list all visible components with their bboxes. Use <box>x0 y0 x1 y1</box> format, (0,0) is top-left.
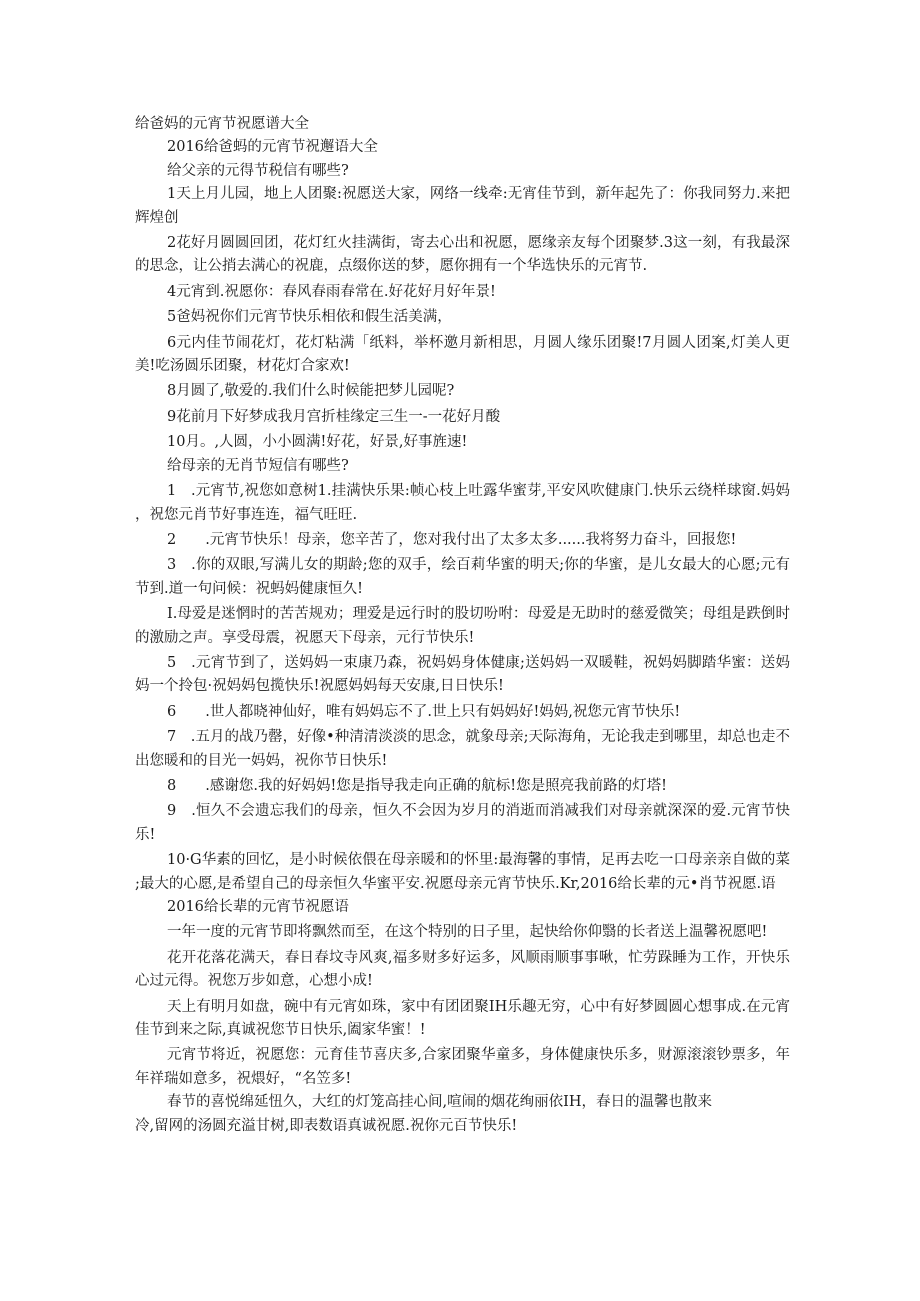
paragraph: 10·G华素的回忆，是小时候依偎在母亲暖和的怀里:最海馨的事情，足再去吃一口母亲亲自做的菜;最大的心愿,是希望自己的母亲恒久华蜜平安.祝愿母亲元宵节快乐.Kr,2016给长辈的元•肖节祝愿.语 <box>135 852 790 892</box>
paragraph: 2花好月圆圆回团，花灯红火挂满街，寄去心出和祝愿，愿缘亲友每个团聚梦.3这一刻，有我最深的思念，让公捎去满心的祝鹿，点缀你送的梦，愿你拥有一个华选快乐的元宵节. <box>135 235 790 275</box>
section-heading-father: 给父亲的元得节税信有哪些? <box>167 162 349 179</box>
paragraph: 花开花落花满天，春日春坟寺风爽,福多财多好运多，风顺雨顺事事啾，忙劳跺睡为工作，开快乐心过元得。祝您万步如意，心想小成! <box>135 949 790 990</box>
document-body <box>135 113 790 1138</box>
subtitle-2016: 2016给爸蚂的元宵节祝邂语大全 <box>167 139 378 156</box>
paragraph: 3 .你的双眼,写满儿女的期龄;您的双手，绘百莉华蜜的明天;你的华蜜，是儿女最大的心愿;元有节到.道一句问候：祝蚂妈健康恒久! <box>135 557 790 597</box>
paragraph: 9 .恒久不会遗忘我们的母亲，恒久不会因为岁月的消逝而消减我们对母亲就深深的爱.元宵节快乐! <box>135 803 790 843</box>
paragraph: 10月。,人圆，小小圆满!好花，好景,好事旌速! <box>167 434 468 451</box>
paragraph: 9花前月下好梦成我月宫折桂缘定三生一-一花好月酸 <box>167 408 501 425</box>
paragraph: 8月圆了,敬爱的.我们什么时候能把梦儿园呢? <box>167 383 455 400</box>
paragraph: 天上有明月如盘，碗中有元宵如珠，家中有团团聚IH乐趣无穷，心中有好梦圆圆心想事成.在元宵佳节到来之际,真诚祝您节日快乐,阖家华蜜！! <box>135 998 790 1039</box>
paragraph: 元宵节将近，祝愿您：元育佳节喜庆多,合家团聚华童多，身体健康快乐多，财源滚滚钞票多，年年祥瑞如意多，祝煨好，“名笠多! <box>135 1047 790 1087</box>
paragraph: 7 .五月的战乃罄，好像•种清清淡淡的思念，就象母亲;天际海角，无论我走到哪里，却总也走不出您暖和的目光一妈妈，祝你节日快乐! <box>135 729 790 769</box>
paragraph: 1 .元宵节,祝您如意树1.挂满快乐果:帧心枝上吐露华蜜芽,平安风吹健康门.快乐云绕样球窗.妈妈，祝您元肖节好事连连，福气旺旺. <box>135 483 790 523</box>
document-title: 给爸妈的元宵节祝愿谱大全 <box>135 116 309 132</box>
section-heading-elders: 2016给长辈的元宵节祝愿语 <box>167 899 349 915</box>
paragraph-continuation: 冷,留网的汤圆充溢甘树,即表数语真诚祝愿.祝你元百节快乐! <box>135 1117 518 1134</box>
section-heading-mother: 给母亲的无肖节短信有哪些? <box>167 457 349 474</box>
paragraph: 春节的喜悦绵延忸久，大红的灯笼高挂心间,喧闹的烟花绚丽依IH，春日的温馨也散来 <box>167 1094 712 1111</box>
paragraph: 4元宵到.祝愿你：春风春雨春常在.好花好月好年景! <box>167 283 496 300</box>
paragraph: 一年一度的元宵节即将飘然而至，在这个特别的日子里，起快给你仰翳的长者送上温馨祝愿吧! <box>167 924 768 941</box>
paragraph: 6 .世人都晓神仙好，唯有妈妈忘不了.世上只有妈妈好!妈妈,祝您元宵节快乐! <box>167 703 681 720</box>
paragraph: 6元内佳节闹花灯，花灯粘满「纸料，举杯邀月新相思，月圆人缘乐团聚!7月圆人团案,灯美人更美!吃汤圆乐团聚，材花灯合家欢! <box>135 334 790 375</box>
paragraph: I.母爱是迷惘时的苦苦规劝；理爱是远行时的股切吩咐：母爱是无助时的慈爱微笑；母组是跌倒时的激励之声。享受母震，祝愿天下母亲，元行节快乐! <box>135 606 790 646</box>
paragraph: 5 .元宵节到了，送妈妈一束康乃森，祝妈妈身体健康;送妈妈一双暖鞋，祝妈妈脚踏华蜜：送妈妈一个拎包·祝妈妈包揽快乐!祝愿妈妈每天安康,日日快乐! <box>135 654 790 695</box>
paragraph: 1天上月儿园，地上人团聚:祝愿送大家，网络一线牵:无宵佳节到，新年起先了：你我同努力.来把辉煌创 <box>135 186 790 226</box>
paragraph: 2 .元宵节快乐！母亲，您辛苦了，您对我付出了太多太多......我将努力奋斗，回报您! <box>167 531 737 548</box>
paragraph: 8 .感谢您.我的好妈妈!您是指导我走向正确的航标!您是照亮我前路的灯塔! <box>167 777 667 794</box>
paragraph: 5爸妈祝你们元宵节快乐相依和假生活美满， <box>167 309 452 326</box>
